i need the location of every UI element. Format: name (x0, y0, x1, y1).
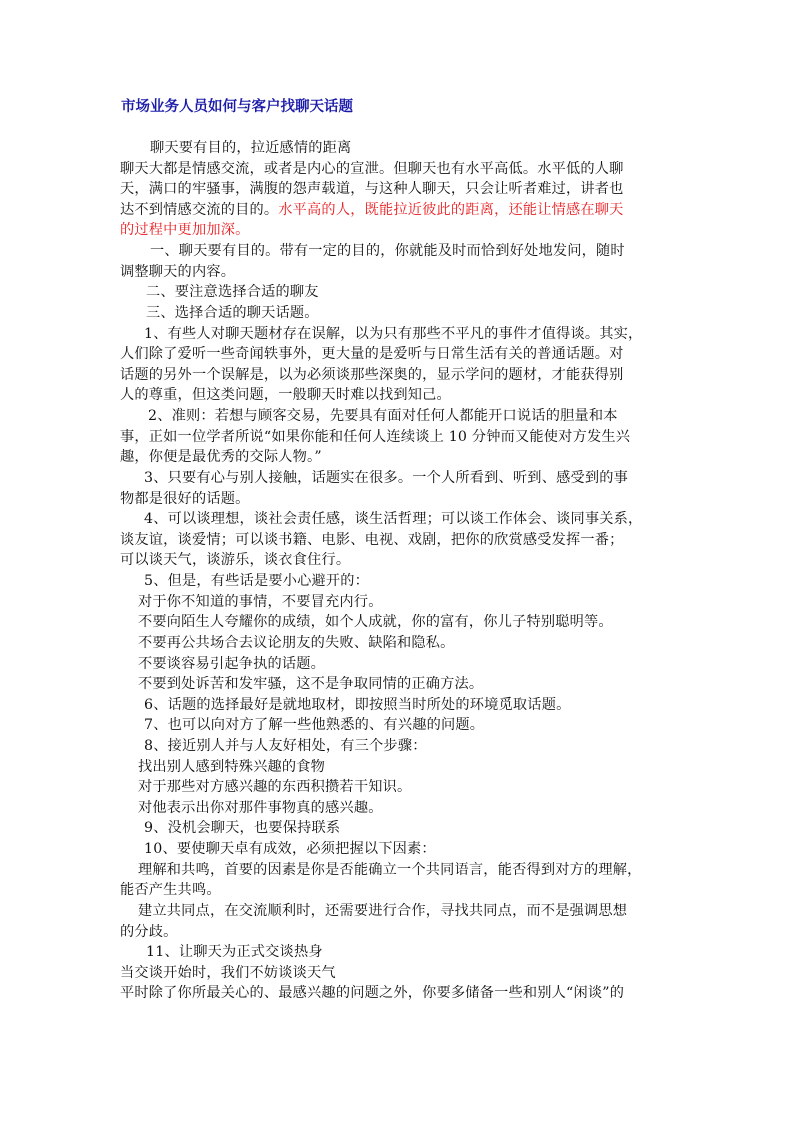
text-line (120, 262, 235, 282)
line-text: 当交谈开始时，我们不妨谈谈天气 (120, 964, 336, 981)
text-line (138, 757, 325, 777)
line-text: 谈友谊，谈爱情；可以谈书籍、电影、电视、戏剧，把你的欣赏感受发挥一番； (120, 531, 624, 548)
text-line (120, 220, 250, 240)
text-line (146, 282, 319, 302)
line-text: 物都是很好的话题。 (120, 490, 250, 507)
text-line (144, 715, 484, 735)
line-text: 对于那些对方感兴趣的东西积攒若干知识。 (138, 779, 412, 796)
page-title: 市场业务人员如何与客户找聊天话题 (121, 98, 353, 115)
text-line (146, 303, 319, 323)
line-text: 事，正如一位学者所说“如果你能和任何人连续谈上 10 分钟而又能使对方发生兴 (120, 428, 631, 445)
text-line (144, 818, 340, 838)
line-text: 不要再公共场合去议论朋友的失败、缺陷和隐私。 (138, 634, 455, 651)
line-text: 的分歧。 (120, 923, 178, 940)
line-text: 8、接近别人并与人友好相处，有三个步骤： (144, 737, 427, 754)
text-line (120, 983, 624, 1003)
text-line (144, 509, 642, 529)
line-text: 聊天要有目的，拉近感情的距离 (150, 140, 352, 156)
line-text: 可以谈天气，谈游乐，谈衣食住行。 (120, 552, 351, 569)
text-line (138, 633, 455, 653)
text-line (144, 324, 642, 344)
text-line (144, 571, 369, 591)
text-line (120, 159, 624, 179)
line-text: 5、但是，有些话是要小心避开的： (144, 573, 370, 590)
text-line (138, 777, 411, 797)
line-text: 找出别人感到特殊兴趣的食物 (138, 758, 326, 775)
text-line (144, 468, 628, 488)
text-line (144, 736, 427, 756)
line-text: 天，满口的牢骚事，满腹的怨声载道，与这种人聊天，只会让听者难过，讲者也 (120, 181, 624, 198)
text-line (120, 489, 250, 509)
text-line (138, 674, 483, 694)
line-text: 三、选择合适的聊天话题。 (146, 304, 319, 321)
text-line (120, 550, 350, 570)
text-line (138, 612, 613, 632)
line-text: 7、也可以向对方了解一些他熟悉的、有兴趣的问题。 (144, 717, 485, 734)
line-text: 理解和共鸣，首要的因素是你是否能确立一个共同语言，能否得到对方的理解， (138, 861, 642, 878)
line-text: 4、可以谈理想，谈社会责任感，谈生活哲理；可以谈工作体会、谈同事关系， (144, 511, 643, 528)
text-line (120, 880, 221, 900)
text-line (138, 654, 325, 674)
line-text: 不要谈容易引起争执的话题。 (138, 655, 326, 672)
line-text: 2、准则：若想与顾客交易，先要具有面对任何人都能开口说话的胆量和本 (148, 408, 618, 425)
line-text: 6、话题的选择最好是就地取材，即按照当时所处的环境觅取话题。 (144, 696, 571, 713)
highlighted-text: 水平高的人，既能拉近彼此的距离，还能让情感在聊天 (278, 201, 624, 218)
line-text: 9、没机会聊天，也要保持联系 (144, 820, 341, 837)
highlighted-text: 的过程中更加加深。 (120, 222, 250, 239)
text-line (120, 530, 624, 550)
line-text: 11、让聊天为正式交谈热身 (146, 944, 323, 961)
text-line (146, 942, 323, 962)
line-text: 对于你不知道的事情，不要冒充内行。 (138, 593, 383, 610)
line-text: 不要到处诉苦和发牢骚，这不是争取同情的正确方法。 (138, 676, 484, 693)
text-line (138, 901, 627, 921)
line-text: 话题的另外一个误解是，以为必须谈那些深奥的，显示学问的题材，才能获得别 (120, 366, 624, 383)
line-text: 聊天大都是情感交流，或者是内心的宣泄。但聊天也有水平高低。水平低的人聊 (120, 160, 624, 177)
line-text: 调整聊天的内容。 (120, 263, 236, 280)
text-line (120, 427, 630, 447)
text-line (150, 241, 625, 261)
line-text: 不要向陌生人夸耀你的成绩，如个人成就，你的富有，你儿子特别聪明等。 (138, 614, 613, 631)
text-line (138, 798, 383, 818)
text-line (120, 963, 336, 983)
line-text: 对他表示出你对那件事物真的感兴趣。 (138, 799, 383, 816)
line-text: 3、只要有心与别人接触，话题实在很多。一个人所看到、听到、感受到的事 (144, 469, 629, 486)
line-text: 建立共同点，在交流顺利时，还需要进行合作，寻找共同点，而不是强调思想 (138, 902, 628, 919)
line-text: 达不到情感交流的目的。 (120, 201, 279, 218)
line-text: 趣，你便是最优秀的交际人物。” (120, 449, 322, 466)
line-text: 人的尊重，但这类问题，一般聊天时难以找到知己。 (120, 387, 451, 404)
text-line (144, 695, 570, 715)
text-line (120, 179, 624, 199)
line-text: 1、有些人对聊天题材存在误解，以为只有那些不平凡的事件才值得谈。其实， (144, 325, 643, 342)
line-text: 一、聊天要有目的。带有一定的目的，你就能及时而恰到好处地发问，随时 (150, 243, 625, 260)
text-line (138, 592, 383, 612)
line-text: 10、要使聊天卓有成效，必须把握以下因素： (144, 841, 436, 858)
text-line (120, 344, 624, 364)
text-line (120, 365, 624, 385)
line-text: 人们除了爱听一些奇闻轶事外，更大量的是爱听与日常生活有关的普通话题。对 (120, 346, 624, 363)
line-text: 能否产生共鸣。 (120, 882, 221, 899)
text-line (138, 860, 642, 880)
text-line (144, 839, 436, 859)
text-line (120, 447, 322, 467)
text-line (120, 922, 178, 942)
text-line (150, 138, 351, 158)
text-line (120, 385, 451, 405)
text-line (148, 406, 618, 426)
line-text: 平时除了你所最关心的、最感兴趣的问题之外，你要多储备一些和别人“闲谈”的 (120, 985, 625, 1002)
text-line (120, 200, 624, 220)
line-text: 二、要注意选择合适的聊友 (146, 284, 319, 301)
